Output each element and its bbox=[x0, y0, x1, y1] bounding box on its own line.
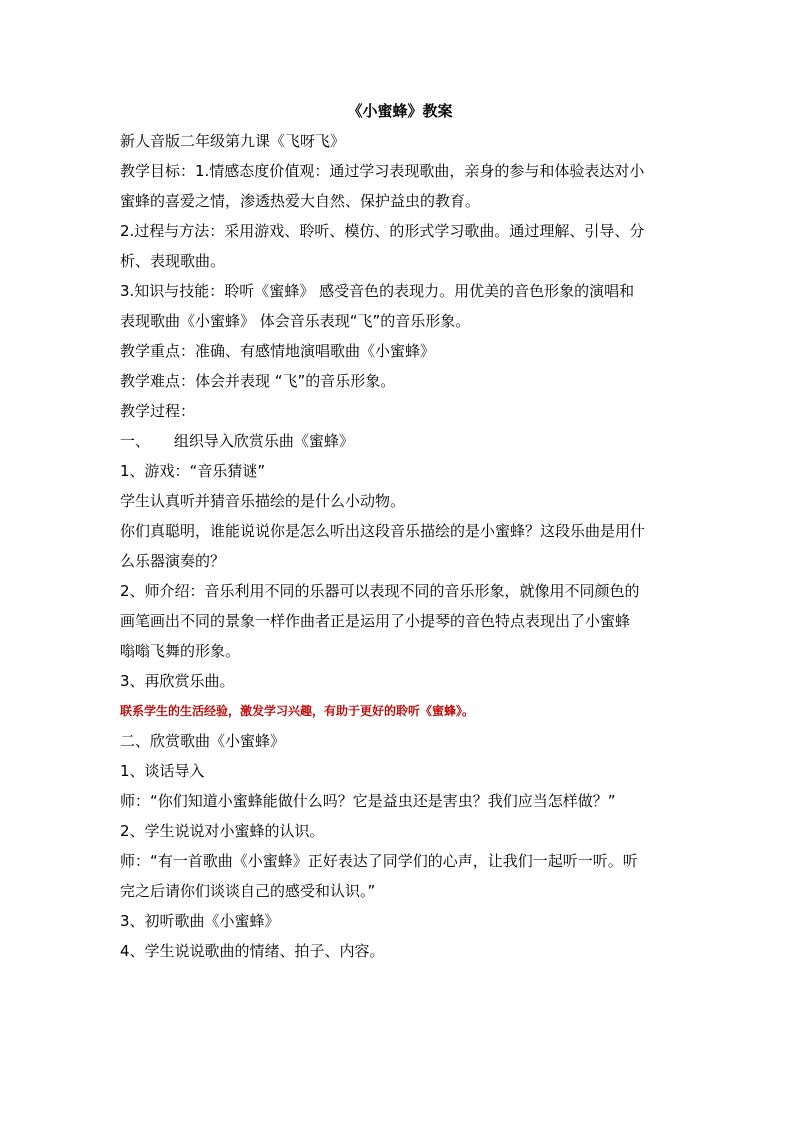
text-line: 3、初听歌曲《小蜜蜂》 bbox=[120, 912, 280, 930]
document-page bbox=[120, 96, 680, 966]
text-line: 表现歌曲《小蜜蜂》 体会音乐表现“飞”的音乐形象。 bbox=[120, 312, 471, 330]
text-line: 学生认真听并猜音乐描绘的是什么小动物。 bbox=[120, 492, 406, 510]
text-line: 1、游戏：“音乐猜谜” bbox=[120, 462, 266, 480]
text-line: 2、师介绍：音乐利用不同的乐器可以表现不同的音乐形象，就像用不同颜色的 bbox=[120, 582, 640, 600]
text-line: 一、 组织导入欣赏乐曲《蜜蜂》 bbox=[120, 432, 354, 450]
text-line: 3.知识与技能：聆听《蜜蜂》 感受音色的表现力。用优美的音色形象的演唱和 bbox=[120, 282, 635, 300]
text-line: 画笔画出不同的景象一样作曲者正是运用了小提琴的音色特点表现出了小蜜蜂 bbox=[120, 612, 631, 630]
text-line: 析、表现歌曲。 bbox=[120, 252, 226, 270]
text-line: 师：“你们知道小蜜蜂能做什么吗？它是益虫还是害虫？我们应当怎样做？” bbox=[120, 792, 616, 810]
text-line: 蜜蜂的喜爱之情，渗透热爱大自然、保护益虫的教育。 bbox=[120, 192, 481, 210]
text-line: 2.过程与方法：采用游戏、聆听、模仿、的形式学习歌曲。通过理解、引导、分 bbox=[120, 222, 645, 240]
text-line: 完之后请你们谈谈自己的感受和认识。” bbox=[120, 882, 376, 900]
text-line: 3、再欣赏乐曲。 bbox=[120, 672, 235, 690]
text-line: 教学难点：体会并表现 “飞”的音乐形象。 bbox=[120, 372, 396, 390]
text-line: 新人音版二年级第九课《飞呀飞》 bbox=[120, 132, 346, 150]
text-line: 教学目标：1.情感态度价值观：通过学习表现歌曲，亲身的参与和体验表达对小 bbox=[120, 162, 645, 180]
text-line: 二、欣赏歌曲《小蜜蜂》 bbox=[120, 732, 286, 750]
text-line: 你们真聪明，谁能说说你是怎么听出这段音乐描绘的是小蜜蜂？这段乐曲是用什 bbox=[120, 522, 646, 540]
text-line: 教学重点：准确、有感情地演唱歌曲《小蜜蜂》 bbox=[120, 342, 436, 360]
text-line: 嗡嗡飞舞的形象。 bbox=[120, 642, 241, 660]
document-title: 《小蜜蜂》教案 bbox=[347, 102, 453, 120]
text-line: 教学过程： bbox=[120, 402, 196, 420]
text-line: 么乐器演奏的？ bbox=[120, 552, 226, 570]
text-line: 2、学生说说对小蜜蜂的认识。 bbox=[120, 822, 325, 840]
text-line: 师：“有一首歌曲《小蜜蜂》正好表达了同学们的心声，让我们一起听一听。听 bbox=[120, 852, 638, 870]
teaching-note: 联系学生的生活经验，激发学习兴趣，有助于更好的聆听《蜜蜂》。 bbox=[120, 704, 475, 718]
text-line: 4、学生说说歌曲的情绪、拍子、内容。 bbox=[120, 942, 385, 960]
text-line: 1、谈话导入 bbox=[120, 762, 205, 780]
